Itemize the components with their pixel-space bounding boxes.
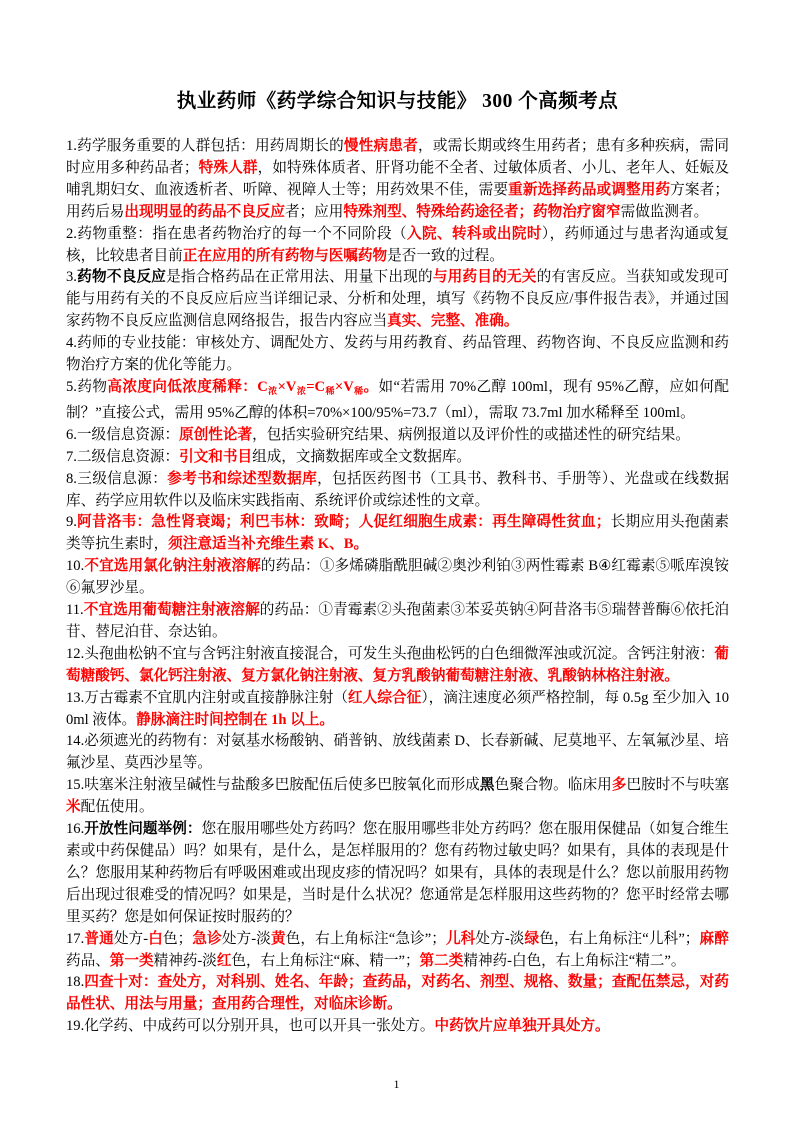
red-highlight-segment: ×V — [334, 378, 354, 395]
exam-point — [66, 688, 729, 732]
red-highlight-segment: 入院、转科或出院时 — [407, 225, 542, 242]
text-segment: 17. — [66, 930, 85, 947]
text-segment: ，包括医药图书（工具书、教科书、手册等）、光盘或在线数据库、药学应用软件以及临床实践指南、系统评价或综述性的文章。 — [66, 470, 729, 509]
exam-point — [66, 447, 729, 469]
red-highlight-segment: 原创性论著 — [179, 426, 253, 443]
red-highlight-segment: 第二类 — [419, 952, 464, 969]
exam-point — [66, 224, 729, 268]
exam-point — [66, 1016, 729, 1038]
text-segment: 的药品：①多烯磷脂酰胆碱②奥沙利铂③两性霉素 B④红霉素⑤哌库溴铵⑥氟罗沙星。 — [66, 558, 729, 597]
red-highlight-segment: 特殊人群 — [198, 159, 258, 176]
red-highlight-segment: 普通 — [84, 930, 114, 947]
exam-point — [66, 644, 729, 688]
red-highlight-segment: 第一类 — [109, 952, 154, 969]
text-segment: 精神药-淡 — [153, 952, 217, 969]
text-segment: 1.药学服务重要的人群包括：用药周期长的 — [66, 138, 344, 154]
page-title: 执业药师《药学综合知识与技能》 300 个高频考点 — [176, 91, 619, 112]
text-segment: ），滴注速度必须严格控制，每 0.5g 至少加入 100ml 液体。 — [66, 689, 729, 728]
text-segment: 12.头孢曲松钠不宜与含钙注射液直接混合，可发生头孢曲松钙的白色细微浑浊或沉淀。含钙注射液： — [66, 645, 715, 662]
text-segment: 您在服用哪些处方药吗？您在服用哪些非处方药吗？您在服用保健品（如复合维生素或中药保健品）吗？如果有，是什么，是怎样服用的？您有药物过敏史吗？如果有，具体的表现是什么？您服用某种药物后有呼吸困难或出现皮疹的情况吗？如果有，具体的表现是什么？您以前服用药物后出现过很难受的情况吗？如果是，当时是什么状况？您通常是怎样服用这些药物的？您平时经常去哪里买药？您是如何保证按时服药的？ — [66, 821, 729, 925]
text-segment: 是否一致的过程。 — [387, 247, 504, 264]
text-segment: 处方- — [113, 930, 149, 947]
text-segment: 如“若需用 70%乙醇 100ml，现有 95%乙醇，应如何配制？”直接公式，需用 95%乙醇的体积=70%×100/95%=73.7（ml），需取 73.7ml 加水稀释至 100ml。 — [66, 378, 729, 421]
exam-point — [66, 136, 729, 224]
exam-point — [66, 556, 729, 600]
red-highlight-segment: 真实、完整、准确。 — [387, 313, 519, 330]
red-highlight-segment: =C — [306, 378, 326, 395]
red-highlight-segment: 出现明显的药品不良反应 — [124, 203, 285, 220]
text-segment: 者；应用 — [284, 203, 344, 220]
text-segment: 2.药物重整：指在患者药物治疗的每一个不同阶段（ — [66, 225, 408, 242]
text-segment: 9. — [66, 514, 77, 531]
red-highlight-segment: 黄 — [270, 930, 286, 947]
red-highlight-segment: 红人综合征 — [348, 689, 422, 706]
text-segment: 14.必须遮光的药物有：对氨基水杨酸钠、硝普钠、放线菌素 D、长春新碱、尼莫地平、左氧氟沙星、培氟沙星、莫西沙星等。 — [66, 733, 729, 772]
red-highlight-segment: 四查十对：查处方，对科别、姓名、年龄；查药品，对药名、剂型、规格、数量；查配伍禁忌，对药品性状、用法与用量；查用药合理性，对临床诊断。 — [66, 974, 729, 1013]
text-segment: 需做监测者。 — [620, 203, 709, 220]
exam-point — [66, 775, 729, 819]
text-segment: 配伍使用。 — [80, 799, 154, 816]
text-segment: 药品、 — [66, 952, 110, 969]
text-segment: 色，右上角标注“急诊”； — [285, 930, 446, 947]
document-body — [66, 136, 729, 1038]
exam-point — [66, 333, 729, 377]
exam-point — [66, 512, 729, 556]
red-highlight-segment: 参考书和综述型数据库 — [167, 470, 318, 487]
exam-point — [66, 425, 729, 447]
bold-segment: 开放性问题举例： — [84, 821, 202, 838]
text-segment: 19.化学药、中成药可以分别开具，也可以开具一张处方。 — [66, 1018, 435, 1035]
text-segment: ，或需长期或终生用药者；患有多种疾病，需同时应用多种药品者； — [66, 138, 729, 176]
text-segment: 长期应用头孢菌素类等抗生素时， — [66, 514, 729, 553]
text-segment: 巴胺时不与呋塞 — [626, 777, 729, 794]
text-segment: 是指合格药品在正常用法、用量下出现的 — [166, 269, 433, 286]
red-highlight-segment: 白 — [148, 930, 163, 947]
red-highlight-segment: 特殊剂型、特殊给药途径者；药物治疗窗窄 — [343, 203, 621, 220]
text-segment: 的有害反应。当获知或发现可能与用药有关的不良反应后应当详细记录、分析和处理，填写《药物不良反应/事件报告表》，并通过国家药物不良反应监测信息网络报告，报告内容应当 — [66, 269, 729, 330]
red-highlight-segment: 须注意适当补充维生素 K、B。 — [168, 536, 369, 553]
red-highlight-segment: 慢性病患者 — [343, 138, 418, 154]
red-highlight-segment: 不宜选用氯化钠注射液溶解 — [84, 558, 261, 575]
page-number: 1 — [393, 1077, 400, 1091]
bold-segment: 黑 — [479, 777, 495, 794]
exam-point — [66, 267, 729, 333]
exam-point — [66, 819, 729, 929]
exam-point — [66, 972, 729, 1016]
text-segment: 色聚合物。临床用 — [494, 777, 612, 794]
exam-point — [66, 600, 729, 644]
exam-point — [66, 377, 729, 425]
text-segment: 7.二级信息资源： — [66, 448, 180, 465]
text-segment: 5.药物 — [66, 378, 108, 395]
red-highlight-segment: 稀 — [325, 385, 335, 396]
red-highlight-segment: 浓 — [267, 385, 278, 396]
red-highlight-segment: 葡萄糖酸钙、氯化钙注射液、复方氯化钠注射液、复方乳酸钠葡萄糖注射液、乳酸钠林格注射液。 — [66, 645, 729, 684]
red-highlight-segment: 儿科 — [445, 930, 476, 947]
text-segment: 精神药-白色，右上角标注“精二”。 — [463, 952, 686, 969]
text-segment: 色，右上角标注“儿科”； — [539, 930, 700, 947]
red-highlight-segment: 正在应用的所有药物与医嘱药物 — [182, 247, 388, 264]
text-segment: 13.万古霉素不宜肌内注射或直接静脉注射（ — [66, 689, 349, 706]
red-highlight-segment: 麻醉 — [699, 930, 729, 947]
document-content — [66, 88, 729, 1038]
text-segment: 16. — [66, 821, 85, 838]
red-highlight-segment: 多 — [611, 777, 627, 794]
text-segment: 4.药师的专业技能：审核处方、调配处方、发药与用药教育、药品管理、药物咨询、不良反应监测和药物治疗方案的优化等能力。 — [66, 335, 729, 374]
red-highlight-segment: 红 — [216, 952, 232, 969]
text-segment: 色，右上角标注“麻、精一”； — [231, 952, 420, 969]
red-highlight-segment: 绿 — [524, 930, 540, 947]
red-highlight-segment: 不宜选用葡萄糖注射液溶解 — [83, 602, 260, 619]
text-segment: 处方-淡 — [475, 930, 525, 947]
red-highlight-segment: 静脉滴注时间控制在 1h 以上。 — [136, 711, 334, 728]
text-segment: ，如特殊体质者、肝肾功能不全者、过敏体质者、小儿、老年人、妊娠及哺乳期妇女、血液透析者、听障、视障人士等；用药效果不佳，需要 — [66, 159, 729, 198]
text-segment: 15.呋塞米注射液呈碱性与盐酸多巴胺配伍后使多巴胺氧化而形成 — [66, 777, 480, 794]
red-highlight-segment: 急诊 — [192, 930, 222, 947]
exam-point — [66, 929, 729, 973]
bold-segment: 药物不良反应 — [76, 269, 167, 286]
exam-point — [66, 731, 729, 775]
text-segment: 11. — [66, 602, 84, 619]
text-segment: 3. — [66, 269, 77, 286]
red-highlight-segment: 。 — [363, 378, 379, 395]
red-highlight-segment: 引文和书目 — [179, 448, 253, 465]
red-highlight-segment: 中药饮片应单独开具处方。 — [434, 1018, 610, 1035]
text-segment: 色； — [162, 930, 193, 947]
red-highlight-segment: 米 — [66, 799, 81, 816]
text-segment: 6.一级信息资源： — [66, 426, 180, 443]
text-segment: 的药品：①青霉素②头孢菌素③苯妥英钠④阿昔洛韦⑤瑞替普酶⑥依托泊苷、替尼泊苷、奈达铂。 — [66, 602, 729, 640]
text-segment: 8.三级信息源： — [66, 470, 168, 487]
red-highlight-segment: 高浓度向低浓度稀释：C — [107, 378, 268, 395]
text-segment: 10. — [66, 558, 85, 575]
red-highlight-segment: 重新选择药品或调整用药 — [508, 181, 671, 198]
text-segment: ），药师通过与患者沟通或复核，比较患者目前 — [66, 225, 730, 264]
text-segment: ，包括实验研究结果、病例报道以及评价性的或描述性的研究结果。 — [252, 426, 690, 443]
red-highlight-segment: ×V — [277, 378, 297, 395]
text-segment: 18. — [66, 974, 85, 991]
red-highlight-segment: 阿昔洛韦：急性肾衰竭；利巴韦林：致畸；人促红细胞生成素：再生障碍性贫血； — [76, 514, 611, 531]
red-highlight-segment: 稀 — [353, 385, 364, 396]
text-segment: 处方-淡 — [221, 930, 271, 947]
red-highlight-segment: 与用药目的无关 — [432, 269, 537, 286]
text-segment: 组成，文摘数据库或全文数据库。 — [252, 448, 472, 465]
red-highlight-segment: 浓 — [296, 385, 307, 396]
text-segment: 方案者；用药后易 — [66, 181, 729, 220]
exam-point — [66, 469, 729, 513]
